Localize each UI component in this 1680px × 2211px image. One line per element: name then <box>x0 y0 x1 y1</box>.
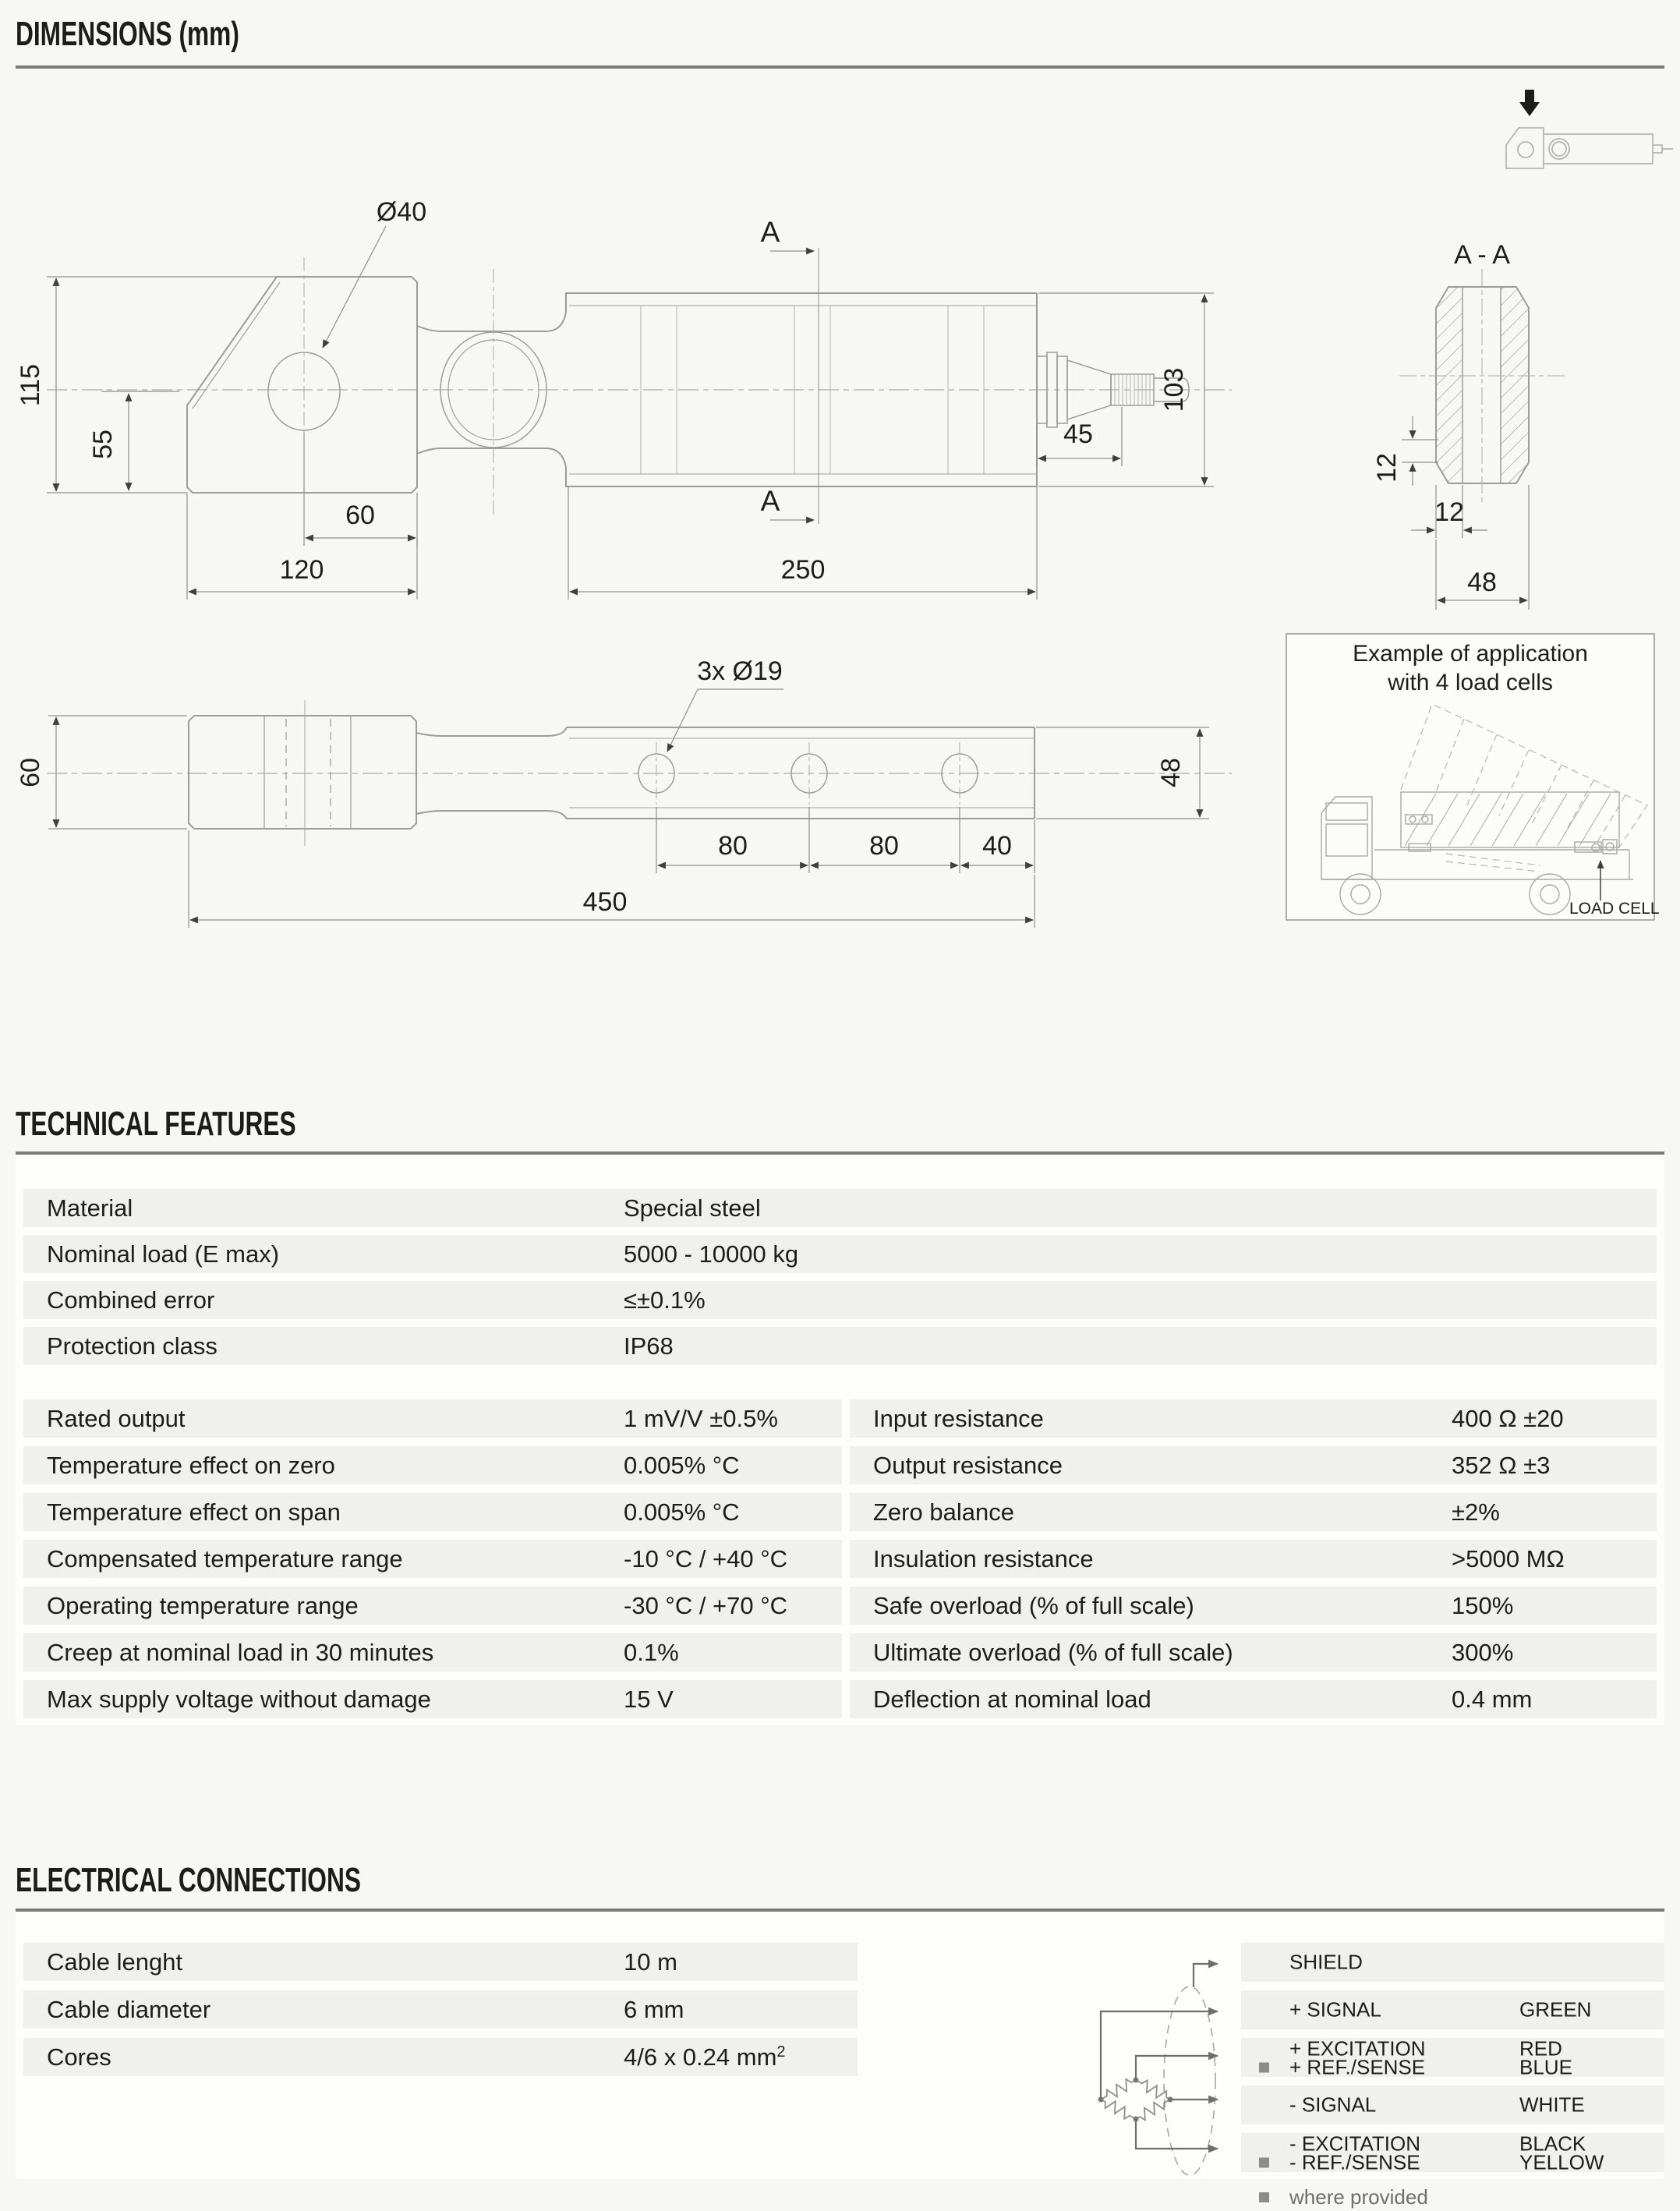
wiring-row <box>1241 2038 1664 2077</box>
table-row <box>23 1943 858 1981</box>
table-row <box>23 1990 858 2029</box>
load-cell-label: LOAD CELL <box>1569 900 1660 918</box>
row-label: Insulation resistance <box>873 1544 1094 1572</box>
row-value: 15 V <box>624 1685 674 1713</box>
table-row <box>23 1189 1657 1227</box>
row-label: Max supply voltage without damage <box>47 1685 431 1713</box>
table-row <box>850 1680 1657 1718</box>
where-provided-flag <box>1259 2063 1269 2073</box>
dim-overall-height: 115 <box>16 363 45 407</box>
dim-holes-callout: 3x Ø19 <box>697 656 783 686</box>
row-value: 150% <box>1452 1591 1514 1619</box>
table-row <box>23 1327 1657 1365</box>
dim-hole-end: 40 <box>982 831 1012 861</box>
row-label: Zero balance <box>873 1498 1014 1526</box>
table-row <box>850 1493 1657 1531</box>
section-mark-bottom: A <box>760 485 780 517</box>
row-label: Deflection at nominal load <box>873 1685 1151 1713</box>
row-value: 0.1% <box>624 1638 679 1666</box>
dim-block-depth: 60 <box>16 758 45 787</box>
bridge-wires <box>1101 1964 1218 2149</box>
wiring-row <box>1241 1943 1664 1982</box>
wire-color: RED <box>1519 2036 1562 2061</box>
footnote <box>1259 2185 1428 2209</box>
row-label: Rated output <box>47 1404 186 1432</box>
dim-beam-height: 103 <box>1159 367 1189 412</box>
technical-section-title: TECHNICAL FEATURES <box>16 1105 296 1143</box>
table-row <box>23 1399 842 1438</box>
table-row <box>23 1587 842 1625</box>
cores-value: 4/6 x 0.24 mm <box>624 2043 777 2071</box>
row-value: >5000 MΩ <box>1452 1544 1565 1572</box>
dim-total-length: 450 <box>582 887 628 917</box>
down-arrow-icon <box>1519 90 1540 116</box>
wire-label: + EXCITATION <box>1289 2036 1426 2061</box>
row-label: Temperature effect on zero <box>47 1451 335 1479</box>
row-label: Material <box>47 1194 133 1222</box>
load-direction-icon <box>1506 90 1673 168</box>
row-value: 10 m <box>624 1947 677 1976</box>
table-row <box>23 1493 842 1531</box>
table-row <box>850 1399 1657 1438</box>
dim-hole-pitch-2: 80 <box>869 831 899 861</box>
row-value: 400 Ω ±20 <box>1452 1404 1564 1432</box>
row-label: Input resistance <box>873 1404 1044 1432</box>
row-label: Cable lenght <box>47 1947 183 1976</box>
row-value: Special steel <box>624 1194 761 1222</box>
row-value: 0.005% °C <box>624 1498 740 1526</box>
footnote-text: where provided <box>1289 2185 1428 2209</box>
table-row <box>23 1235 1657 1273</box>
dimensions-section-title: DIMENSIONS (mm) <box>16 15 239 53</box>
table-row <box>23 1281 1657 1319</box>
dim-section-width: 48 <box>1467 568 1497 597</box>
section-mark-top: A <box>760 216 780 248</box>
where-provided-flag <box>1259 2158 1269 2168</box>
wire-color: BLUE <box>1519 2055 1572 2079</box>
application-example <box>1286 634 1660 920</box>
wire-label: SHIELD <box>1289 1950 1363 1974</box>
row-value: ±2% <box>1452 1498 1500 1526</box>
wiring-row <box>1241 1990 1664 2029</box>
row-label: Safe overload (% of full scale) <box>873 1591 1194 1619</box>
row-value: 5000 - 10000 kg <box>624 1240 799 1268</box>
row-label: Operating temperature range <box>47 1591 359 1619</box>
section-view <box>1372 240 1567 610</box>
row-value: IP68 <box>624 1332 674 1360</box>
table-row <box>850 1446 1657 1484</box>
table-row <box>23 1446 842 1484</box>
row-value: 0.005% °C <box>624 1451 740 1479</box>
row-value: 300% <box>1452 1638 1514 1666</box>
table-row <box>850 1540 1657 1578</box>
wire-color: BLACK <box>1519 2131 1586 2156</box>
dim-hole-pitch-1: 80 <box>718 831 748 861</box>
row-label: Nominal load (E max) <box>47 1240 280 1268</box>
row-label: Combined error <box>47 1286 215 1314</box>
dim-chamfer-height: 12 <box>1372 453 1402 483</box>
row-value: 352 Ω ±3 <box>1452 1451 1551 1479</box>
row-label: Compensated temperature range <box>47 1544 403 1572</box>
side-view-dimensions <box>47 226 1214 600</box>
row-label: Ultimate overload (% of full scale) <box>873 1638 1233 1666</box>
row-label: Creep at nominal load in 30 minutes <box>47 1638 434 1666</box>
application-title-line1: Example of application <box>1353 641 1588 667</box>
where-provided-flag <box>1259 2192 1269 2202</box>
wire-color: GREEN <box>1519 1997 1592 2022</box>
row-value: 6 mm <box>624 1995 684 2023</box>
wiring-row <box>1241 2133 1664 2172</box>
side-view <box>47 248 1232 546</box>
wire-color: YELLOW <box>1519 2150 1604 2174</box>
row-value: 0.4 mm <box>1452 1685 1533 1713</box>
wire-label: + REF./SENSE <box>1289 2055 1426 2079</box>
row-label: Protection class <box>47 1332 218 1360</box>
application-title-line2: with 4 load cells <box>1388 670 1553 695</box>
row-value: ≤±0.1% <box>624 1286 706 1314</box>
dim-gland-length: 45 <box>1063 419 1093 449</box>
cable-sheath-ellipse <box>1164 1986 1215 2175</box>
row-label: Cable diameter <box>47 1995 211 2023</box>
dim-hole-center-height: 55 <box>88 430 118 459</box>
electrical-section-title: ELECTRICAL CONNECTIONS <box>16 1861 361 1899</box>
table-row <box>850 1587 1657 1625</box>
wire-label: - EXCITATION <box>1289 2131 1421 2156</box>
bridge-diagram <box>858 1918 1263 2199</box>
row-label: Temperature effect on span <box>47 1498 341 1526</box>
dim-beam-length: 250 <box>780 555 826 585</box>
table-row <box>23 1540 842 1578</box>
wire-color: WHITE <box>1519 2092 1585 2117</box>
table-row <box>850 1633 1657 1672</box>
row-value <box>624 2043 786 2071</box>
top-view <box>47 700 1232 846</box>
dim-block-width: 120 <box>279 555 324 585</box>
dim-hole-dia: Ø40 <box>376 197 427 227</box>
section-view-label: A - A <box>1454 240 1510 270</box>
wiring-row <box>1241 2085 1664 2124</box>
dim-wall-thickness: 12 <box>1434 497 1464 527</box>
table-row <box>23 1680 842 1718</box>
row-value: -10 °C / +40 °C <box>624 1544 788 1572</box>
wire-label: - REF./SENSE <box>1289 2150 1420 2174</box>
dim-beam-width: 48 <box>1156 758 1186 787</box>
wire-label: - SIGNAL <box>1289 2092 1377 2117</box>
row-label: Cores <box>47 2043 111 2071</box>
row-value: 1 mV/V ±0.5% <box>624 1404 778 1432</box>
table-row <box>23 2038 858 2076</box>
row-value: -30 °C / +70 °C <box>624 1591 788 1619</box>
table-row <box>23 1633 842 1672</box>
dim-hole-edge: 60 <box>345 501 375 530</box>
row-label: Output resistance <box>873 1451 1063 1479</box>
cores-exponent: 2 <box>776 2043 786 2061</box>
wire-label: + SIGNAL <box>1289 1997 1381 2022</box>
